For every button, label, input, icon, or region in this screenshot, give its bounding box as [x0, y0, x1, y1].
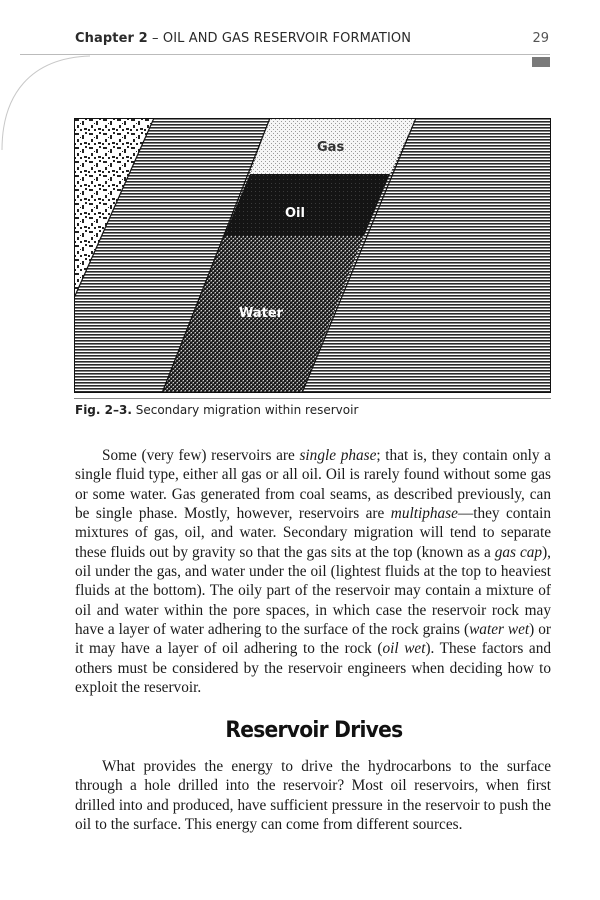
reservoir-diagram: [74, 118, 551, 393]
p1-italic-oil-wet: oil wet: [382, 640, 426, 658]
oil-zone: [224, 174, 390, 236]
figure-caption: [75, 403, 358, 417]
header-separator: –: [147, 31, 163, 46]
paragraph-single-phase: [75, 446, 551, 697]
water-label: Water: [239, 306, 284, 321]
paragraph-reservoir-drives: What provides the energy to drive the hydrocarbons to the surface through a hole drilled into the reservoir? Most oil reservoirs, when first drilled into and produced, have sufficient pressure in the reservoir to push the oil to the surface. This energy can come from different sources.: [75, 758, 551, 834]
p1-run: ; that is, they contain only a single fluid type, either all gas or all oil. Oil is rarely found without some gas or some water. Gas generated from coal seams, as described previously, can be single phase. Mostly, however, reservoirs are: [75, 447, 551, 523]
p1-italic-single-phase: single phase: [299, 447, 377, 464]
p1-run: Some (very few) reservoirs are: [102, 447, 300, 464]
p1-run: ). These factors and others must be considered by the reservoir engineers when deciding how to exploit the reservoir.: [75, 640, 551, 697]
p1-run: ) or it may have a layer of oil adhering to the rock (: [75, 621, 551, 658]
caption-label: Fig. 2–3.: [75, 403, 132, 417]
oil-label: Oil: [285, 206, 305, 221]
p1-italic-multiphase: multiphase: [390, 505, 458, 523]
section-heading: Reservoir Drives: [225, 718, 403, 743]
gas-label: Gas: [317, 140, 345, 155]
p1-italic-water-wet: water wet: [469, 621, 530, 639]
reservoir-figure: [74, 118, 551, 393]
header-rule: [20, 54, 550, 55]
chapter-label: Chapter 2: [75, 31, 148, 46]
p1-run: —they contain mixtures of gas, oil, and water. Secondary migration will tend to separate these fluids out by gravity so that the gas sits at the top (known as a: [75, 505, 552, 561]
p1-run: ), oil under the gas, and water under the oil (lightest fluids at the top to heaviest fluids at the bottom). The oily part of the reservoir may contain a mixture of oil and water within the pore spaces, in which case the reservoir rock may have a layer of water adhering to the surface of the rock grains (: [75, 543, 551, 639]
header-tab-marker: [532, 57, 550, 67]
page-number: 29: [532, 31, 549, 46]
p1-italic-gas-cap: gas cap: [494, 543, 543, 561]
caption-text: Secondary migration within reservoir: [135, 403, 359, 417]
chapter-title: OIL AND GAS RESERVOIR FORMATION: [162, 31, 412, 46]
figure-rule: [74, 398, 551, 399]
running-header: [75, 31, 411, 46]
